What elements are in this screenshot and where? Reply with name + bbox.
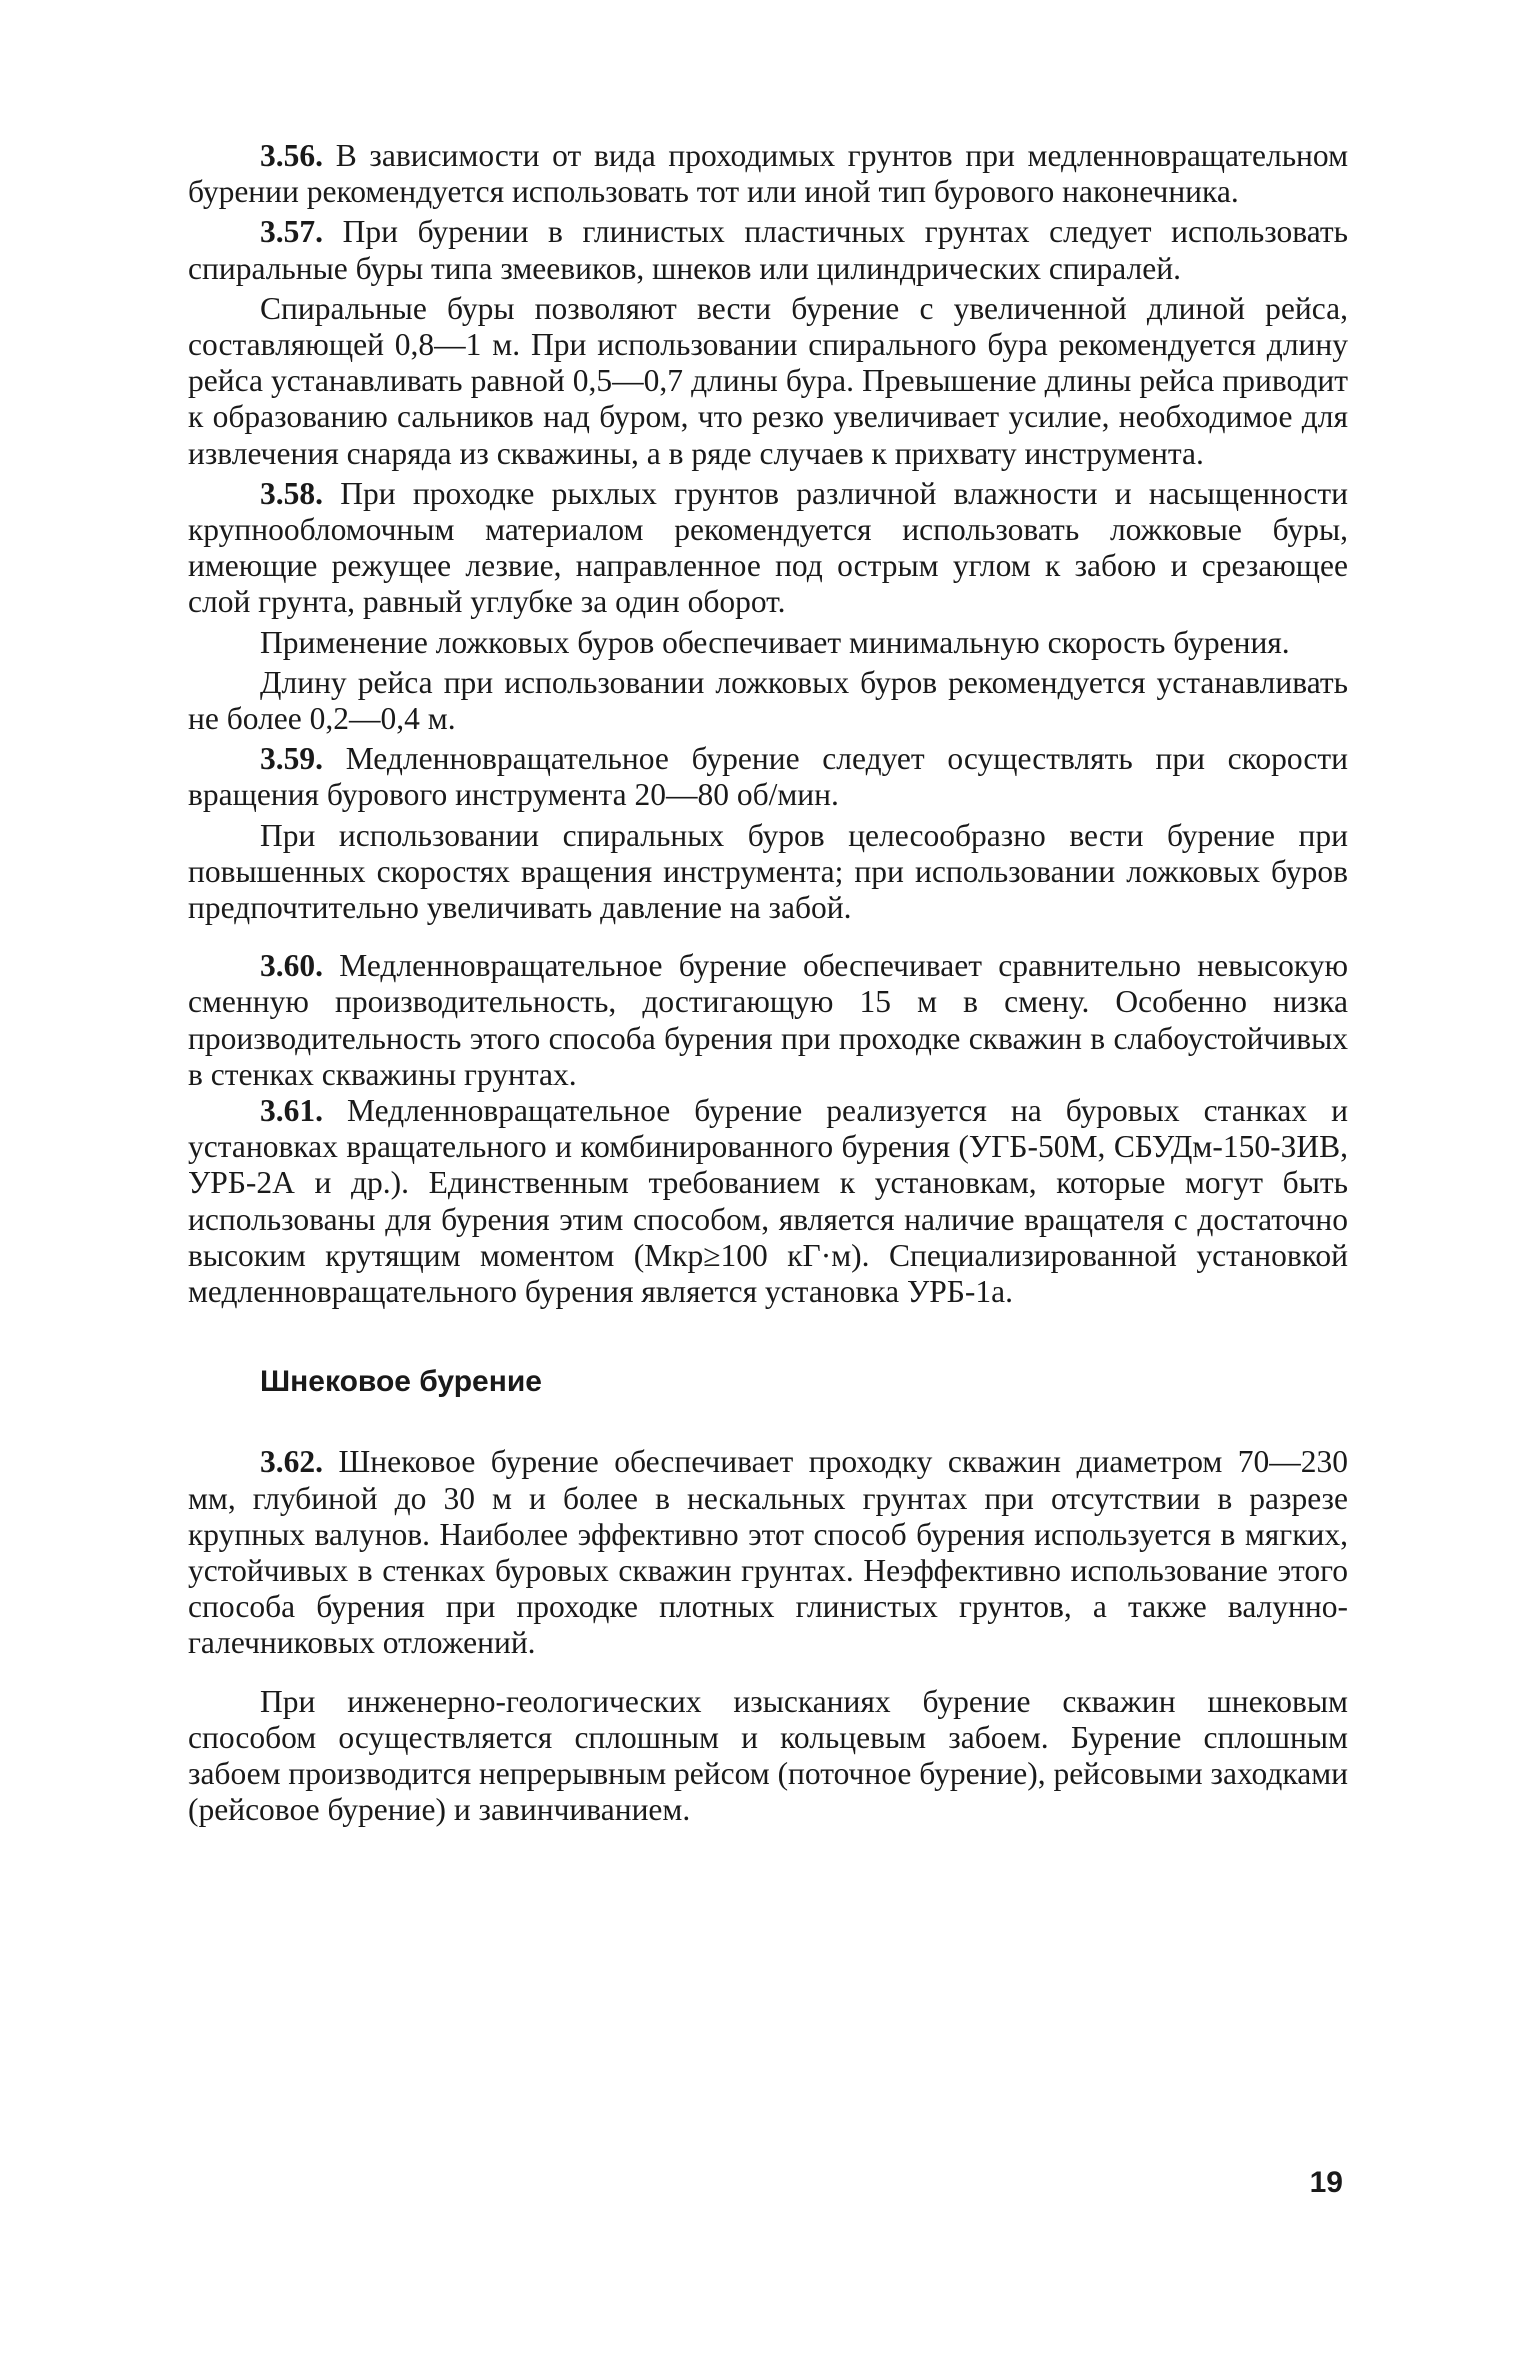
paragraph-3-61 — [188, 1093, 1348, 1310]
paragraph-3-57 — [188, 214, 1348, 286]
paragraph-spoon-augers-run — [188, 665, 1348, 737]
paragraph-text: Медленновращательное бурение обеспечивает сравнительно невысокую сменную производительность, достигающую 15 м в смену. Особенно низка производительность этого способа бурения при проходке скважин в слабоустойчивых в стенках скважины грунтах. — [188, 948, 1348, 1092]
paragraph-3-56 — [188, 138, 1348, 210]
paragraph-text: Длину рейса при использовании ложковых буров рекомендуется устанавливать не более 0,2—0,4 м. — [188, 664, 1348, 737]
paragraph-text: В зависимости от вида проходимых грунтов при медленновращательном бурении рекомендуется использовать тот или иной тип бурового наконечника. — [188, 138, 1348, 210]
paragraph-text: При инженерно-геологических изысканиях бурение скважин шнековым способом осуществляется сплошным и кольцевым забоем. Бурение сплошным забоем производится непрерывным рейсом (поточное бурение), рейсовыми заходками (рейсовое бурение) и завинчиванием. — [188, 1683, 1348, 1828]
page-number: 19 — [1309, 2166, 1343, 2199]
paragraph-rotation-speeds — [188, 818, 1348, 927]
paragraph-text: Применение ложковых буров обеспечивает минимальную скорость бурения. — [260, 624, 1290, 660]
paragraph-auger-methods — [188, 1684, 1348, 1829]
paragraph-text: При проходке рыхлых грунтов различной влажности и насыщенности крупнообломочным материалом рекомендуется использовать ложковые буры, имеющие режущее лезвие, направленное под острым углом к забою и срезающее слой грунта, равный углубке за один оборот. — [188, 475, 1348, 620]
paragraph-text: При бурении в глинистых пластичных грунтах следует использовать спиральные буры типа змеевиков, шнеков или цилиндрических спиралей. — [188, 214, 1348, 286]
clause-number: 3.56. — [260, 138, 323, 173]
paragraph-text: Медленновращательное бурение реализуется на буровых станках и установках вращательного и комбинированного бурения (УГБ-50М, СБУДм-150-ЗИВ, УРБ-2А и др.). Единственным требованием к установкам, которые могут быть использованы для бурения этим способом, является наличие вращателя с достаточно высоким крутящим моментом (Mкр≥100 кГ·м). Специализированной установкой медленновращательного бурения является установка УРБ-1а. — [188, 1093, 1348, 1310]
paragraph-3-58 — [188, 476, 1348, 621]
clause-number: 3.57. — [260, 214, 323, 250]
clause-number: 3.58. — [260, 475, 323, 511]
paragraph-spoon-augers-speed — [188, 625, 1348, 661]
paragraph-3-60 — [188, 948, 1348, 1093]
paragraph-spiral-augers — [188, 291, 1348, 472]
paragraph-text: Спиральные буры позволяют вести бурение с увеличенной длиной рейса, составляющей 0,8—1 м. При использовании спирального бура рекомендуется длину рейса устанавливать равной 0,5—0,7 длины бура. Превышение длины рейса приводит к образованию сальников над буром, что резко увеличивает усилие, необходимое для извлечения снаряда из скважины, а в ряде случаев к прихвату инструмента. — [188, 290, 1348, 471]
paragraph-3-62 — [188, 1444, 1348, 1661]
paragraph-text: Медленновращательное бурение следует осуществлять при скорости вращения бурового инструмента 20—80 об/мин. — [188, 741, 1348, 813]
paragraph-3-59 — [188, 741, 1348, 813]
page-body — [188, 138, 1348, 1828]
clause-number: 3.59. — [260, 741, 323, 777]
clause-number: 3.62. — [260, 1444, 323, 1480]
clause-number: 3.60. — [260, 948, 323, 984]
paragraph-text: Шнековое бурение обеспечивает проходку скважин диаметром 70—230 мм, глубиной до 30 м и более в нескальных грунтах при отсутствии в разрезе крупных валунов. Наиболее эффективно этот способ бурения используется в мягких, устойчивых в стенках буровых скважин грунтах. Неэффективно использование этого способа бурения при проходке плотных глинистых грунтов, а также валунно-галечниковых отложений. — [188, 1444, 1348, 1661]
section-heading: Шнековое бурение — [260, 1365, 542, 1399]
paragraph-text: При использовании спиральных буров целесообразно вести бурение при повышенных скоростях вращения инструмента; при использовании ложковых буров предпочтительно увеличивать давление на забой. — [188, 817, 1348, 926]
clause-number: 3.61. — [260, 1093, 323, 1129]
